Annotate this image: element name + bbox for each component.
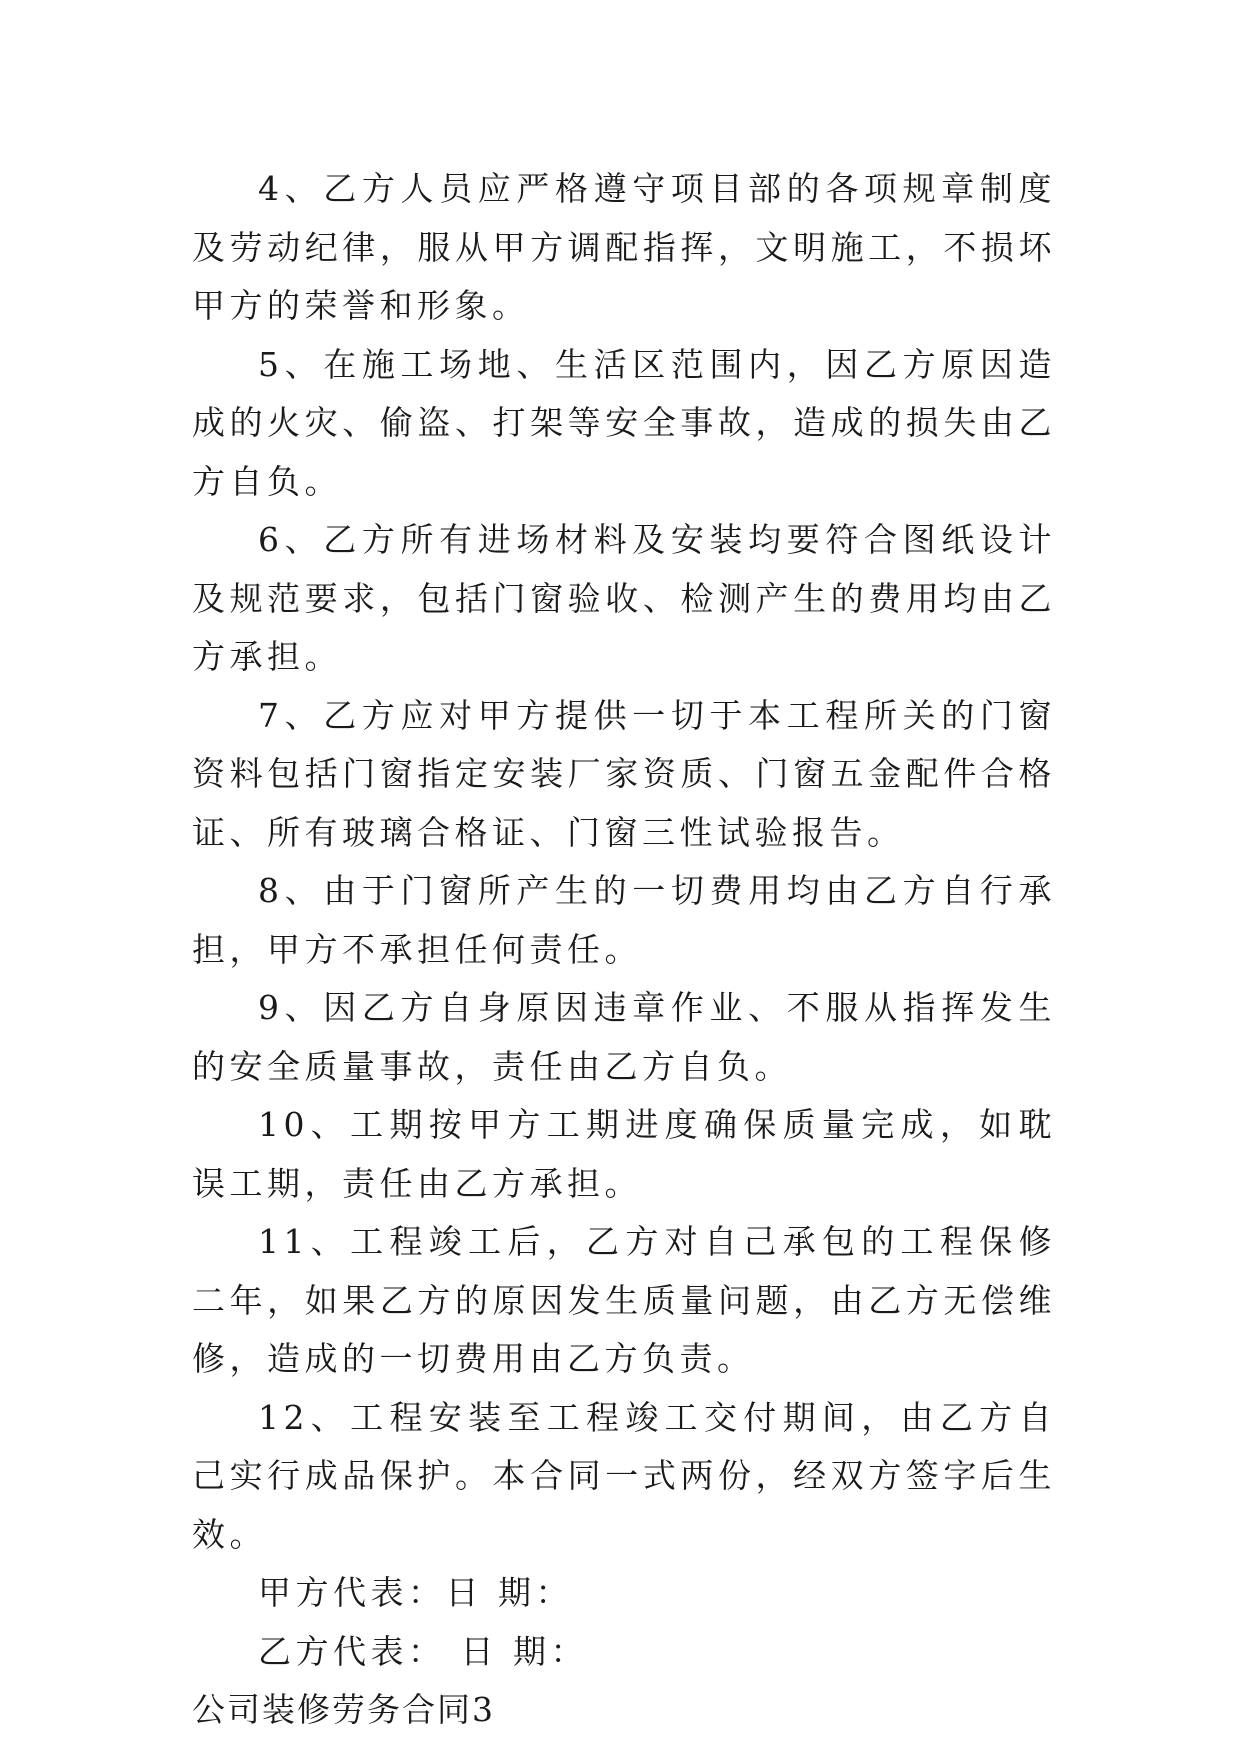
next-section-heading: 公司装修劳务合同3 [192,1690,495,1729]
clause-5: 5、在施工场地、生活区范围内，因乙方原因造成的火灾、偷盗、打架等安全事故，造成的损失由乙方自负。 [192,344,1056,501]
document-page [192,160,1056,1740]
clause-7: 7、乙方应对甲方提供一切于本工程所关的门窗资料包括门窗指定安装厂家资质、门窗五金配件合格证、所有玻璃合格证、门窗三性试验报告。 [192,695,1056,852]
clause-6: 6、乙方所有进场材料及安装均要符合图纸设计及规范要求，包括门窗验收、检测产生的费用均由乙方承担。 [192,520,1056,676]
clause-9: 9、因乙方自身原因违章作业、不服从指挥发生的安全质量事故，责任由乙方自负。 [192,988,1056,1086]
clause-11: 11、工程竣工后，乙方对自己承包的工程保修二年，如果乙方的原因发生质量问题，由乙方无偿维修，造成的一切费用由乙方负责。 [192,1222,1056,1378]
clause-8: 8、由于门窗所产生的一切费用均由乙方自行承担，甲方不承担任何责任。 [192,871,1056,969]
clause-12: 12、工程安装至工程竣工交付期间，由乙方自己实行成品保护。本合同一式两份，经双方签字后生效。 [192,1397,1056,1554]
party-a-signature-line: 甲方代表：日 期： [258,1573,573,1612]
clause-10: 10、工期按甲方工期进度确保质量完成，如耽误工期，责任由乙方承担。 [192,1105,1056,1203]
clause-4: 4、乙方人员应严格遵守项目部的各项规章制度及劳动纪律，服从甲方调配指挥，文明施工，不损坏甲方的荣誉和形象。 [192,169,1056,325]
party-b-signature-line: 乙方代表： 日 期： [258,1631,588,1671]
